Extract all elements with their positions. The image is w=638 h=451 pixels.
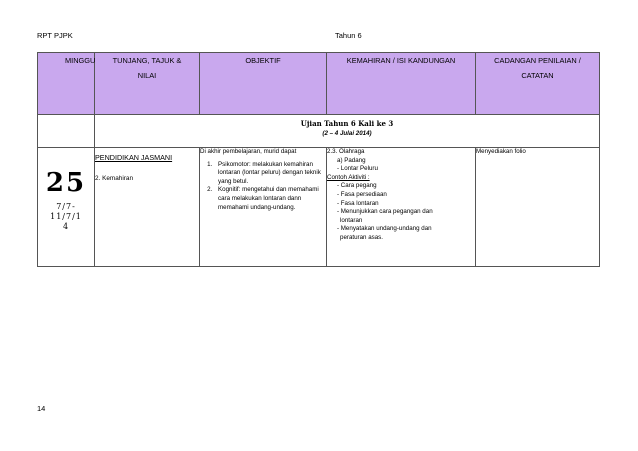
cadangan-cell [476,148,600,267]
header-cadangan [476,53,600,115]
table-row [38,148,600,267]
banner-row [38,115,600,148]
table-header-row [38,53,600,115]
header-tajuk-line2: NILAI [137,71,157,80]
header-objektif: OBJEKTIF [200,53,327,115]
week-cell [38,148,95,267]
header-left: RPT PJPK [37,31,73,40]
week-dates-line1: 7/7- [56,202,76,211]
tajuk-cell [95,148,200,267]
kemahiran-line: peraturan asas. [340,233,383,241]
kemahiran-line: a) Padang [337,156,366,164]
kemahiran-line: - Lontar Peluru [337,165,378,173]
week-dates-line3: 4 [62,222,70,231]
cadangan-text: Menyediakan folio [476,148,526,155]
kemahiran-line: lontaran [340,216,363,224]
kemahiran-line: - Cara pegang [337,182,377,190]
exam-banner-title: Ujian Tahun 6 Kali ke 3 [300,119,394,128]
header-right: Tahun 6 [335,31,362,40]
header-cadangan-line2: CATATAN [521,71,554,80]
week-dates-line2: 11/7/1 [50,212,82,221]
page-number: 14 [37,404,46,413]
exam-banner-dates: (2 – 4 Julai 2014) [322,130,372,137]
objektif-item: 2. Kognitif: mengetahui dan memahami cara melakukan lontaran dann memahami undang-undang. [214,186,326,212]
kemahiran-line: - Fasa persediaan [337,190,387,198]
objektif-intro: Di akhir pembelajaran, murid dapat [200,148,297,155]
kemahiran-line: 2.3. Olahraga [327,148,365,155]
lesson-plan-table [37,52,600,267]
header-tajuk-line1: TUNJANG, TAJUK & [112,56,182,65]
week-number: 25 [45,168,87,198]
kemahiran-line: - Menyatakan undang-undang dan [337,225,432,233]
header-tajuk [95,53,200,115]
header-minggu: MINGGU [38,53,95,115]
objektif-list [200,161,326,213]
kemahiran-cell [327,148,476,267]
header-cadangan-line1: CADANGAN PENILAIAN / [494,56,581,65]
tajuk-main: PENDIDIKAN JASMANI [95,153,173,162]
exam-banner [95,115,600,148]
tajuk-sub: 2. Kemahiran [95,174,134,182]
objektif-cell [200,148,327,267]
kemahiran-line: - Fasa lontaran [337,199,379,207]
week-dates [38,202,94,232]
banner-empty-cell [38,115,95,148]
kemahiran-line: Contoh Aktiviti : [327,173,370,181]
objektif-item: 1. Psikomotor: melakukan kemahiran lontaran (lontar peluru) dengan teknik yang betul. [214,161,326,187]
header-kemahiran: KEMAHIRAN / ISI KANDUNGAN [327,53,476,115]
kemahiran-line: - Menunjukkan cara pegangan dan [337,208,433,216]
